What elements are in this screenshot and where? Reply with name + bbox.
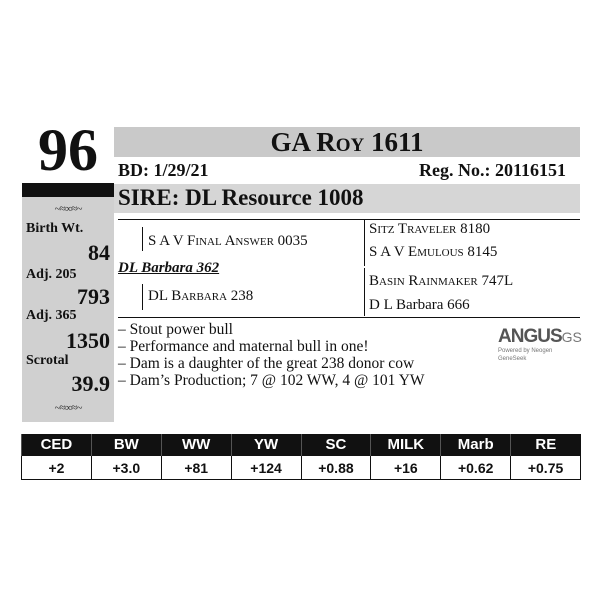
bd-value: 1/29/21	[153, 160, 209, 180]
epd-table	[21, 434, 581, 480]
pedigree-dd-dam: D L Barbara 666	[369, 297, 470, 313]
epd-value-ww: +81	[161, 456, 231, 480]
epd-header-ww: WW	[161, 434, 231, 456]
registration-number	[419, 160, 566, 181]
performance-stats-panel	[22, 197, 114, 422]
scrotal-value: 39.9	[71, 371, 110, 396]
notes-list	[118, 321, 425, 389]
epd-header-row	[22, 434, 581, 456]
epd-value-re: +0.75	[511, 456, 581, 480]
epd-value-bw: +3.0	[91, 456, 161, 480]
epd-header-re: RE	[511, 434, 581, 456]
epd-header-milk: MILK	[371, 434, 441, 456]
pedigree-bracket-lower	[142, 284, 143, 310]
logo-suffix: GS	[561, 329, 582, 345]
scrotal-label: Scrotal	[26, 353, 69, 368]
reg-value: 20116151	[494, 160, 566, 180]
epd-value-ced: +2	[22, 456, 92, 480]
pedigree-ss-sire: Sitz Traveler 8180	[369, 221, 491, 237]
divider-bar	[22, 183, 114, 197]
adj365-label: Adj. 365	[26, 308, 77, 323]
pedigree-sire-sire: S A V Final Answer 0035	[148, 233, 308, 249]
epd-value-milk: +16	[371, 456, 441, 480]
logo-main: ANGUS	[498, 326, 562, 347]
reg-label: Reg. No.:	[419, 160, 491, 180]
sire-line: SIRE: DL Resource 1008	[118, 185, 364, 210]
epd-value-yw: +124	[231, 456, 301, 480]
epd-value-row	[22, 456, 581, 480]
bd-label: BD:	[118, 160, 149, 180]
pedigree-dam-dam: DL Barbara 238	[148, 288, 254, 304]
adj205-value: 793	[77, 284, 110, 309]
birth-wt-label: Birth Wt.	[26, 221, 84, 236]
logo-tagline: Powered by Neogen GeneSeek	[498, 348, 553, 362]
birth-date	[118, 160, 209, 181]
pedigree-ss-dam: S A V Emulous 8145	[369, 244, 498, 260]
epd-header-yw: YW	[231, 434, 301, 456]
epd-header-ced: CED	[22, 434, 92, 456]
animal-name-suffix: 1611	[371, 127, 424, 157]
pedigree-dd-sire: Basin Rainmaker 747L	[369, 273, 514, 289]
epd-value-sc: +0.88	[301, 456, 371, 480]
adj205-label: Adj. 205	[26, 267, 77, 282]
animal-name	[114, 127, 580, 157]
pedigree-bottom-rule	[118, 317, 580, 318]
animal-name-sc: Roy	[316, 127, 365, 157]
list-item: – Performance and maternal bull in one!	[118, 338, 369, 355]
pedigree-bracket-right-lower	[364, 268, 365, 316]
ornament-top: ~≈∞≈~	[54, 203, 82, 215]
list-item: – Dam’s Production; 7 @ 102 WW, 4 @ 101 YW	[118, 372, 425, 389]
pedigree-bracket-right-upper	[364, 219, 365, 266]
pedigree-bracket-upper	[142, 227, 143, 251]
lot-number: 96	[38, 117, 98, 183]
epd-header-marb: Marb	[441, 434, 511, 456]
adj365-value: 1350	[66, 328, 110, 353]
epd-header-bw: BW	[91, 434, 161, 456]
pedigree-top-rule	[118, 219, 580, 220]
ornament-bottom: ~≈∞≈~	[54, 402, 82, 414]
animal-name-prefix: GA	[270, 127, 310, 157]
list-item: – Dam is a daughter of the great 238 donor cow	[118, 355, 415, 372]
angus-gs-logo	[498, 326, 582, 363]
pedigree-dam: DL Barbara 362	[118, 260, 220, 276]
epd-value-marb: +0.62	[441, 456, 511, 480]
epd-header-sc: SC	[301, 434, 371, 456]
logo-wordmark	[498, 326, 582, 347]
birth-wt-value: 84	[88, 240, 110, 265]
list-item: – Stout power bull	[118, 321, 233, 338]
